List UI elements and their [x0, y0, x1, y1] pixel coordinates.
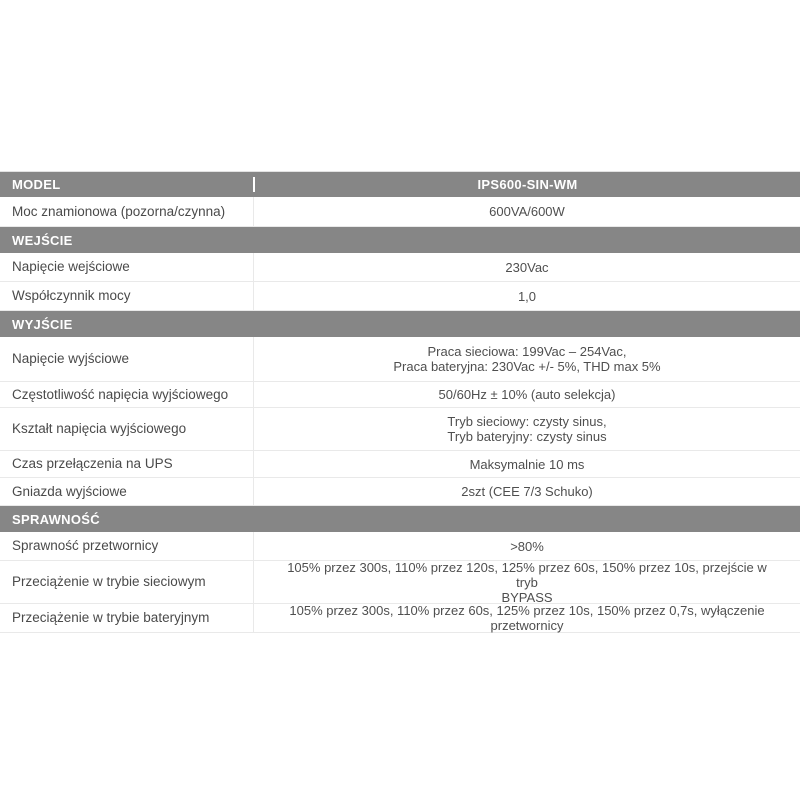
row-value	[253, 337, 800, 381]
row-value-text: >80%	[510, 538, 544, 554]
row-value-text: 600VA/600W	[489, 204, 565, 219]
table-row-input-voltage	[0, 253, 800, 282]
row-value	[253, 451, 800, 477]
row-value-text: 230Vac	[505, 259, 549, 275]
row-label: Współczynnik mocy	[12, 288, 131, 303]
spec-table	[0, 171, 800, 633]
row-label: Napięcie wejściowe	[12, 259, 130, 274]
section-header-output	[0, 311, 800, 337]
row-label: Kształt napięcia wyjściowego	[12, 421, 187, 436]
row-value-line1: Tryb sieciowy: czysty sinus,	[447, 414, 607, 429]
row-value-line2: BYPASS	[501, 589, 553, 605]
row-value-text: 2szt (CEE 7/3 Schuko)	[461, 484, 593, 499]
section-header-efficiency	[0, 506, 800, 532]
section-label: SPRAWNOŚĆ	[12, 511, 100, 527]
row-value-line2: Praca bateryjna: 230Vac +/- 5%, THD max 5%	[393, 359, 661, 374]
row-label: Sprawność przetwornicy	[12, 538, 159, 553]
row-value-line1: 105% przez 300s, 110% przez 120s, 125% przez 60s, 150% przez 10s, przejście w tryb	[287, 559, 767, 590]
section-header-input	[0, 227, 800, 253]
row-value	[253, 408, 800, 450]
row-value-text: 105% przez 300s, 110% przez 60s, 125% przez 10s, 150% przez 0,7s, wyłączenie przetwornicy	[289, 603, 765, 633]
row-value	[253, 561, 800, 603]
section-label: WYJŚCIE	[12, 316, 73, 332]
row-value	[253, 604, 800, 632]
table-row-power-factor	[0, 282, 800, 311]
row-value	[253, 197, 800, 226]
row-value	[253, 382, 800, 407]
row-label: Przeciążenie w trybie bateryjnym	[12, 610, 210, 625]
row-value-text: 1,0	[517, 288, 537, 304]
table-row-output-waveform	[0, 408, 800, 451]
row-value-line1: Praca sieciowa: 199Vac – 254Vac,	[427, 344, 627, 359]
header-model-label: MODEL	[12, 176, 61, 192]
table-row-output-voltage	[0, 337, 800, 382]
table-header-row	[0, 172, 800, 197]
table-row-output-frequency	[0, 382, 800, 408]
row-label: Napięcie wyjściowe	[12, 351, 130, 366]
row-value-text: 50/60Hz ± 10% (auto selekcja)	[438, 387, 616, 402]
table-row-overload-battery-mode	[0, 604, 800, 633]
table-row-transfer-time	[0, 451, 800, 478]
header-model-value: IPS600-SIN-WM	[253, 177, 800, 192]
row-label: Częstotliwość napięcia wyjściowego	[12, 386, 229, 402]
row-value	[253, 532, 800, 560]
row-value-line2: Tryb bateryjny: czysty sinus	[447, 429, 607, 444]
row-label: Gniazda wyjściowe	[12, 483, 127, 499]
table-row-output-sockets	[0, 478, 800, 506]
row-value-text: Maksymalnie 10 ms	[469, 456, 585, 472]
row-value	[253, 478, 800, 505]
row-label: Czas przełączenia na UPS	[12, 456, 173, 471]
table-row-overload-line-mode	[0, 561, 800, 604]
table-row-inverter-efficiency	[0, 532, 800, 561]
row-label: Moc znamionowa (pozorna/czynna)	[12, 203, 226, 219]
row-value	[253, 253, 800, 281]
row-value	[253, 282, 800, 310]
section-label: WEJŚCIE	[12, 232, 73, 248]
table-row-rated-power	[0, 197, 800, 227]
row-label: Przeciążenie w trybie sieciowym	[12, 574, 206, 589]
